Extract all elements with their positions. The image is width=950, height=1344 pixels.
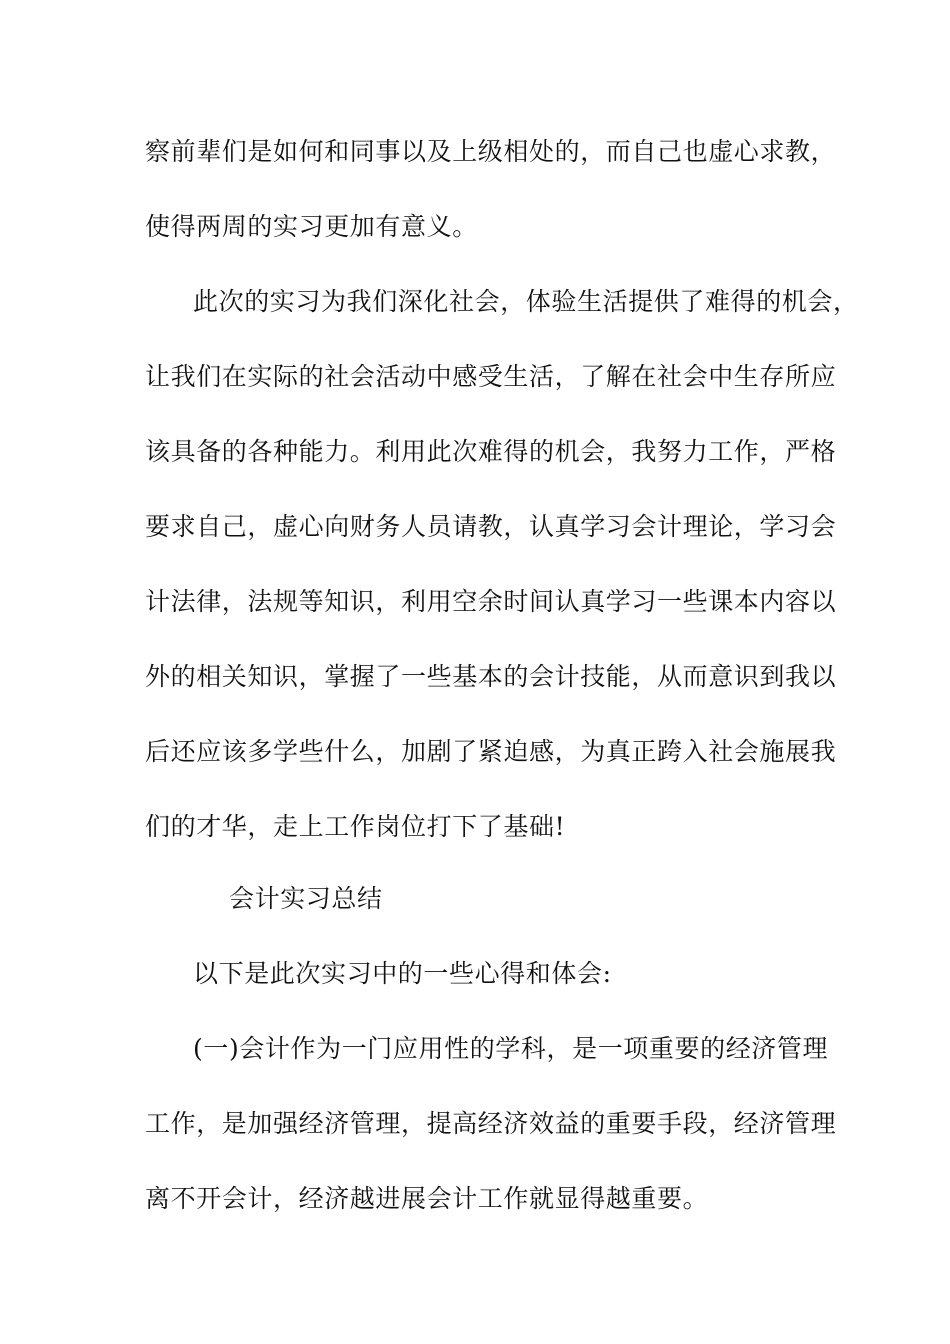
text-line: 外的相关知识，掌握了一些基本的会计技能，从而意识到我以 <box>145 662 837 691</box>
text-line: 要求自己，虚心向财务人员请教，认真学习会计理论，学习会 <box>145 512 837 541</box>
text-line: 们的才华，走上工作岗位打下了基础! <box>145 812 566 841</box>
text-line: 使得两周的实习更加有意义。 <box>145 212 478 241</box>
text-line: 让我们在实际的社会活动中感受生活，了解在社会中生存所应 <box>145 362 837 391</box>
paragraph-first-line: (一)会计作为一门应用性的学科，是一项重要的经济管理 <box>193 1034 829 1063</box>
paragraph-first-line: 此次的实习为我们深化社会，体验生活提供了难得的机会， <box>193 287 859 316</box>
text-line: 察前辈们是如何和同事以及上级相处的，而自己也虚心求教， <box>145 137 837 166</box>
text-line: 计法律，法规等知识，利用空余时间认真学习一些课本内容以 <box>145 587 837 616</box>
text-line: 离不开会计，经济越进展会计工作就显得越重要。 <box>145 1184 709 1213</box>
text-line: 后还应该多学些什么，加剧了紧迫感，为真正跨入社会施展我 <box>145 737 837 766</box>
text-line: 该具备的各种能力。利用此次难得的机会，我努力工作，严格 <box>145 437 837 466</box>
paragraph-first-line: 以下是此次实习中的一些心得和体会: <box>193 959 612 988</box>
text-line: 工作，是加强经济管理，提高经济效益的重要手段，经济管理 <box>145 1109 837 1138</box>
section-heading: 会计实习总结 <box>229 884 383 913</box>
